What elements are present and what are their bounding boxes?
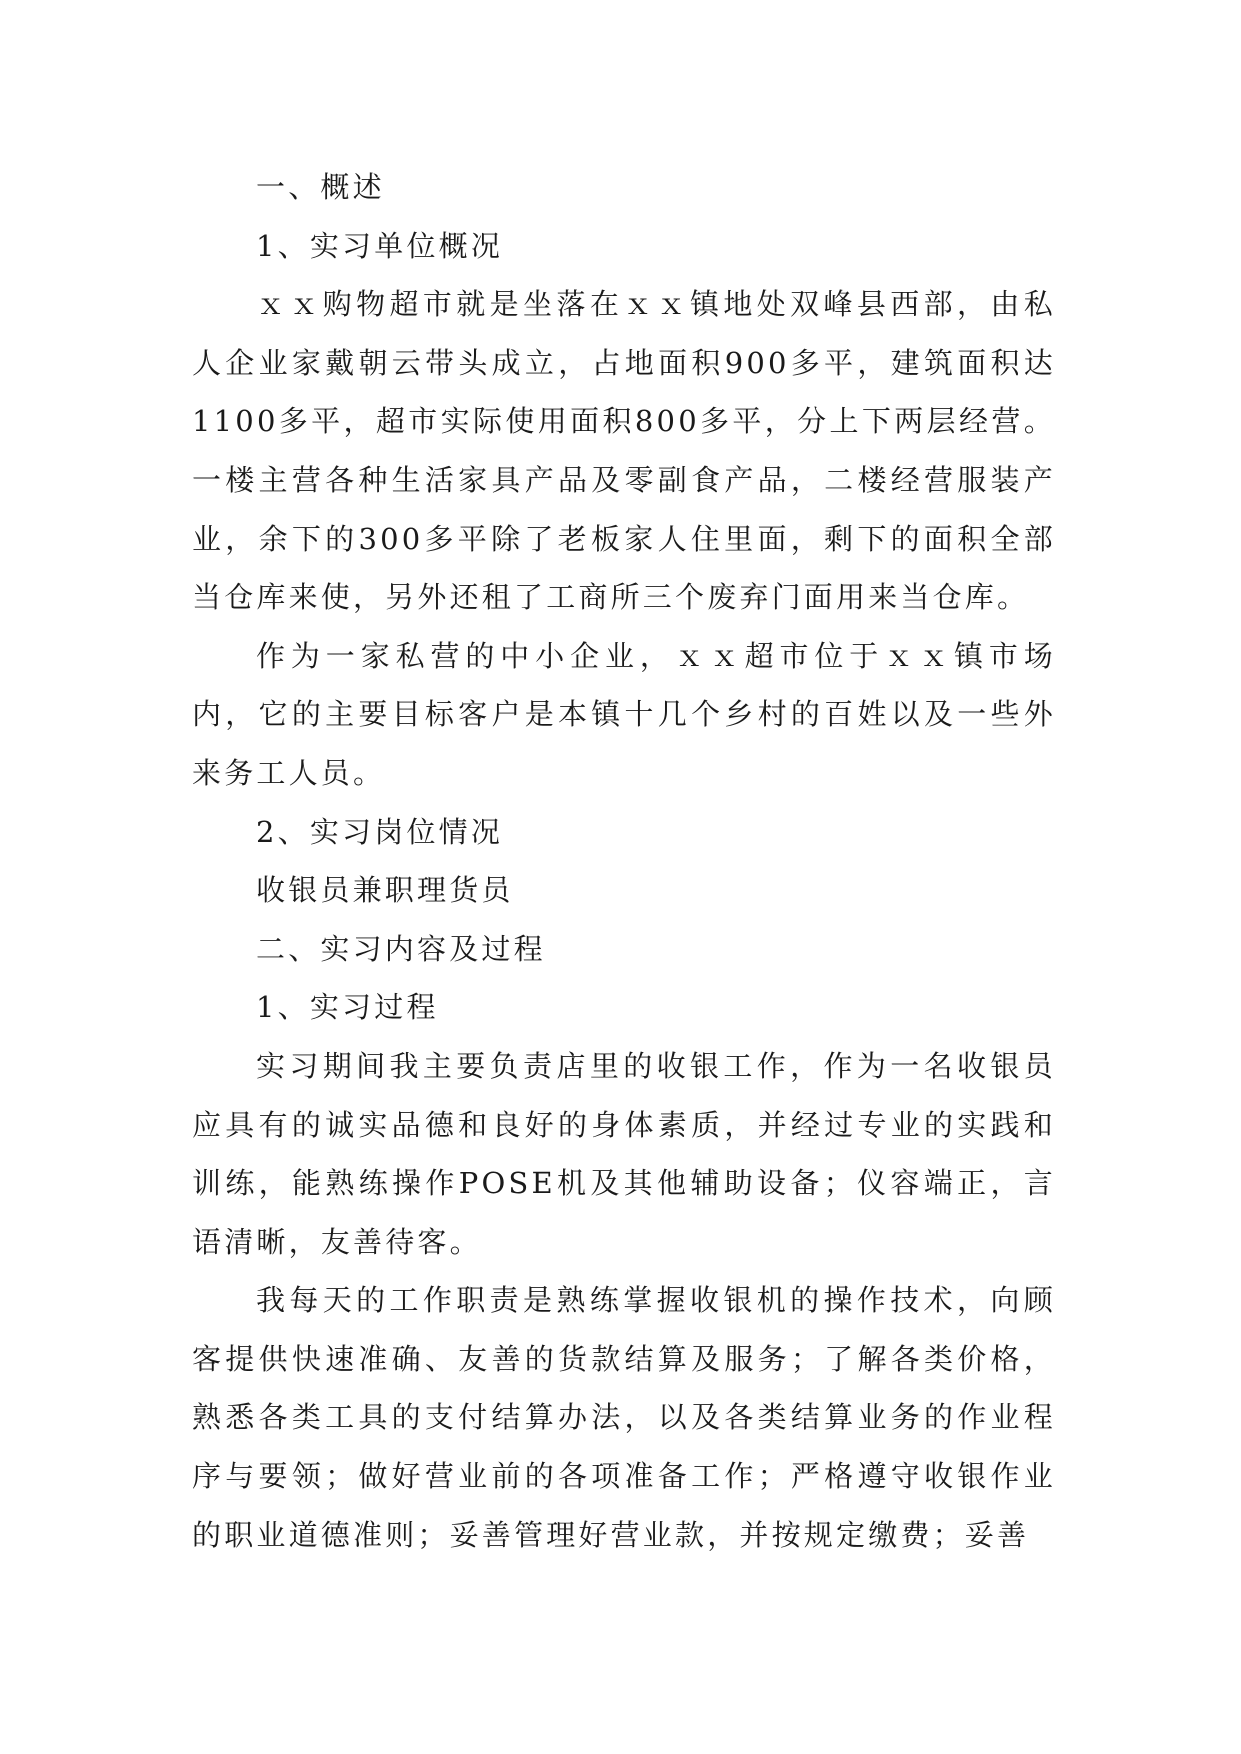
- position-title: 收银员兼职理货员: [256, 873, 514, 908]
- subsection-heading-process: 1、实习过程: [256, 990, 439, 1025]
- paragraph-cashier-duties: 实习期间我主要负责店里的收银工作，作为一名收银员应具有的诚实品德和良好的身体素质，并经过专业的实践和训练，能熟练操作POSE机及其他辅助设备；仪容端正，言语清晰，友善待客。: [192, 1048, 1056, 1259]
- document-page: [192, 158, 1056, 1564]
- subsection-heading-position: 2、实习岗位情况: [256, 814, 504, 849]
- section-heading-content-process: 二、实习内容及过程: [256, 931, 546, 966]
- paragraph-supermarket-description: ｘｘ购物超市就是坐落在ｘｘ镇地处双峰县西部，由私人企业家戴朝云带头成立，占地面积900多平，建筑面积达1100多平，超市实际使用面积800多平，分上下两层经营。一楼主营各种生活家具产品及零副食产品，二楼经营服装产业，余下的300多平除了老板家人住里面，剩下的面积全部当仓库来使，另外还租了工商所三个废弃门面用来当仓库。: [192, 287, 1056, 615]
- section-heading-overview: 一、概述: [256, 170, 385, 204]
- paragraph-target-customers: 作为一家私营的中小企业，ｘｘ超市位于ｘｘ镇市场内，它的主要目标客户是本镇十几个乡村的百姓以及一些外来务工人员。: [192, 638, 1056, 790]
- paragraph-daily-responsibilities: 我每天的工作职责是熟练掌握收银机的操作技术，向顾客提供快速准确、友善的货款结算及服务；了解各类价格，熟悉各类工具的支付结算办法，以及各类结算业务的作业程序与要领；做好营业前的各项准备工作；严格遵守收银作业的职业道德准则；妥善管理好营业款，并按规定缴费；妥善: [192, 1283, 1056, 1552]
- subsection-heading-unit-overview: 1、实习单位概况: [256, 228, 504, 263]
